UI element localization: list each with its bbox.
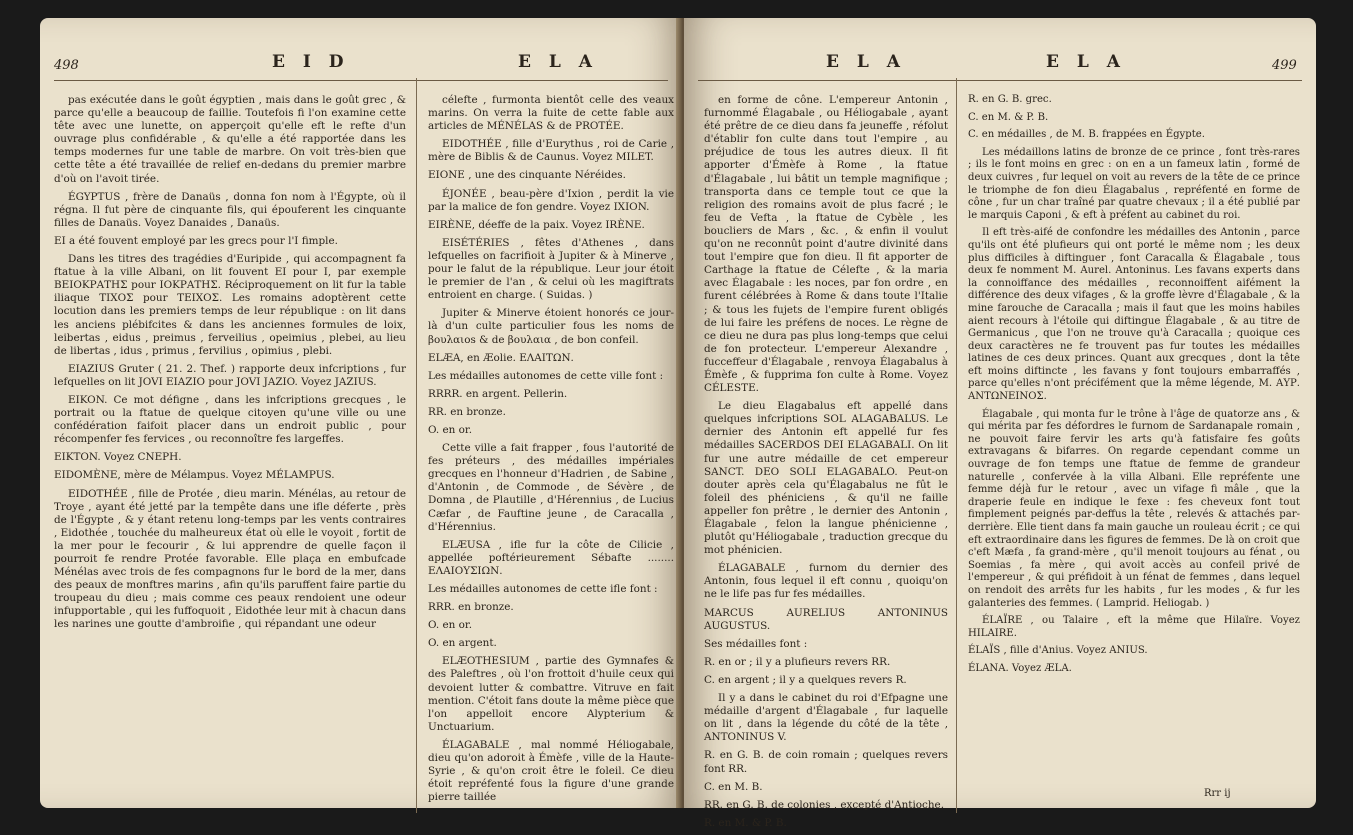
paragraph: O. en or. (428, 619, 473, 632)
left-page (40, 18, 682, 808)
paragraph: ÉLANA. Voyez ÆLA. (968, 662, 1072, 674)
paragraph: Les médaillons latins de bronze de ce prince , font très-rares ; ils le font moins en grec : on en a un fameux latin , formé de deux cuivres , fur lequel on voit au revers de la tête de ce prince le triomphe de fon dieu Élagabalus , repréfenté en forme de cône , fur un char traîné par quatre chevaux ; il a été publié par le marquis Caponi , & eft à préfent au cabinet du roi. (968, 146, 1300, 221)
running-head-right-2: E L A (1046, 52, 1126, 72)
signature-mark: Rrr ij (1204, 788, 1231, 799)
paragraph: R. en M. & P. B. (704, 816, 787, 829)
paragraph: EIRÈNE, déeffe de la paix. Voyez IRÈNE. (428, 218, 645, 231)
paragraph: C. en M. & P. B. (968, 111, 1049, 123)
paragraph: R. en G. B. de coin romain ; quelques revers font RR. (704, 749, 948, 775)
paragraph: RRR. en bronze. (428, 601, 514, 614)
paragraph: EISÉTÉRIES , fêtes d'Athenes , dans lefquelles on facrifioit à Jupiter & à Minerve , pour le falut de la république. Leur jour étoit le premier de l'an , & celui où les magiftrats entroient en charge. ( Suidas. ) (428, 236, 674, 302)
paragraph: ÉLAÏS , fille d'Anius. Voyez ANIUS. (968, 645, 1148, 657)
paragraph: EIDOTHÉE , fille d'Eurythus , roi de Carie , mère de Biblis & de Caunus. Voyez MILET. (428, 138, 674, 164)
paragraph: EIKON. Ce mot défigne , dans les infcriptions grecques , le portrait ou la ftatue de quelque citoyen qu'une ville ou une confédération faifoit placer dans un endroit public , pour récompenfer fes fervices , ou reconnoître fes largeffes. (54, 393, 406, 446)
paragraph: Dans les titres des tragédies d'Euripide , qui accompagnent fa ftatue à la ville Albani, on lit fouvent EI pour I, par exemple ΒΕΙΟΚΡΑΤΗΣ pour ΙΟΚΡΑΤΗΣ. Réciproquement on lit fur la table iliaque ΤΙΧΟΣ pour ΤΕΙΧΟΣ. Les romains adoptèrent cette locution dans les premiers temps de leur république : on lit dans les anciens plébifcites & dans les anciennes formules de loix, leibertas , eidus , preimus , ferveilius , opeimius , plebei, au lieu de libertas , idus , primus , fervilius , opimius , plebi. (54, 253, 406, 357)
running-head-left-2: E L A (518, 52, 598, 72)
running-head-right: E L A (826, 52, 906, 72)
paragraph: EIAZIUS Gruter ( 21. 2. Thef. ) rapporte deux infcriptions , fur lefquelles on lit JOVI EIAZIO pour JOVI JAZIO. Voyez JAZIUS. (54, 362, 406, 388)
paragraph: célefte , furmonta bientôt celle des veaux marins. On verra la fuite de cette fable aux articles de MÉNÉLAS & de PROTÉE. (428, 94, 674, 133)
paragraph: EIDOMÈNE, mère de Mélampus. Voyez MÉLAMPUS. (54, 469, 335, 482)
column-rule-left (416, 78, 417, 813)
paragraph: R. en or ; il y a plufieurs revers RR. (704, 655, 891, 668)
paragraph: Les médailles autonomes de cette ifle font : (428, 583, 658, 595)
page-number-left: 498 (54, 58, 79, 73)
paragraph: en forme de cône. L'empereur Antonin , furnommé Élagabale , ou Héliogabale , ayant été prêtre de ce dieu dans fa jeuneffe , réfolut d'établir fon culte dans tout l'empire , au préjudice de tous les autres dieux. Il fit apporter d'Émèfe à Rome , la ftatue d'Élagabale , lui bâtit un temple magnifique ; transporta dans ce temple tout ce que la religion des romains avoit de plus facré ; le feu de Vefta , la ftatue de Cybèle , les boucliers de Mars , &c. , & enfin il voulut qu'on ne reconnût point d'autre divinité dans tout l'empire que fon dieu. Il fit apporter de Carthage la ftatue de Célefte , & la maria avec Élagabale : les noces, par fon ordre , en furent célébrées à Rome & dans toute l'Italie ; & tous les fujets de l'empire furent obligés de lui faire les préfens de noces. Le règne de ce dieu ne dura pas plus long-temps que celui de fon protecteur. L'empereur Alexandre , fucceffeur d'Élagabale , renvoya Élagabalus à Émèfe , & fupprima fon culte à Rome. Voyez CÉLESTE. (704, 94, 948, 395)
paragraph: Jupiter & Minerve étoient honorés ce jour-là d'un culte particulier fous les noms de βουλαιοs & de βουλαια , de bon confeil. (428, 307, 674, 346)
paragraph: Il y a dans le cabinet du roi d'Efpagne une médaille d'argent d'Élagabale , fur laquelle on lit , dans la légende du côté de la tête , ANTONINUS V. (704, 692, 948, 744)
paragraph: Il eft très-aifé de confondre les médailles des Antonin , parce qu'ils ont été plufieurs qui ont porté le même nom ; les deux plus difficiles à diftinguer , font Caracalla & Élagabale , tous deux fe nomment M. Aurel. Antoninus. Les favans experts dans la connoiffance des médailles , reconnoiffent aifément la différence des deux vifages , & la groffe lèvre d'Élagabale , & la mine farouche de Caracalla ; mais il faut que les moins habiles aient recours à l'étoile qui diftingue Élagabale , & au titre de Germanicus , que l'on ne trouve qu'à Caracalla ; quoique ces deux caractères ne fe trouvent pas fur toutes les médailles latines de ces deux princes. Quant aux grecques , dont la tête eft moins diftincte , les favans y font toujours embarraffés , parce qu'elles n'ont précifément que la même légende, Μ. ΑΥΡ. ΑΝΤΩΝΕΙΝΟΣ. (968, 227, 1300, 403)
header-rule-left (54, 80, 668, 81)
left-column-1 (54, 94, 406, 637)
paragraph: RR. en G. B. de colonies , excepté d'Antioche. (704, 798, 945, 811)
paragraph: ELÆOTHESIUM , partie des Gymnafes & des Paleftres , où l'on frottoit d'huile ceux qui devoient lutter & combattre. Vitruve en fait mention. C'étoit fans doute la même pièce que l'on appelloit encore Alypterium & Unctuarium. (428, 655, 674, 733)
paragraph: ELÆA, en Æolie. ΕΛΑΙΤΩΝ. (428, 351, 574, 364)
paragraph: ÉLAGABALE , mal nommé Héliogabale, dieu qu'on adoroit à Émèfe , ville de la Haute-Syrie , & qu'on croit être le foleil. Ce dieu étoit repréfenté fous la figure d'une grande pierre taillée (428, 738, 674, 804)
paragraph: EIONE , une des cinquante Néréides. (428, 169, 626, 182)
left-column-2 (428, 94, 674, 809)
page-number-right: 499 (1272, 58, 1297, 73)
paragraph: C. en M. B. (704, 780, 763, 793)
paragraph: Les médailles autonomes de cette ville font : (428, 369, 664, 382)
paragraph: ÉJONÉE , beau-père d'Ixion , perdit la vie par la malice de fon gendre. Voyez IXION. (428, 187, 674, 213)
paragraph: O. en or. (428, 423, 473, 436)
paragraph: EIDOTHÉE , fille de Protée , dieu marin. Ménélas, au retour de Troye , ayant été jetté par la tempête dans une ifle déferte , près de l'Égypte , & y étant retenu long-temps par les vents contraires , Eidothée , touchée du malheureux état où elle le voyoit , fortit de la mer pour le fecourir , & lui apprendre de quelle façon il pourroit fe rendre Protée favorable. Elle plaça en embufcade Ménélas avec trois de fes compagnons fur le bord de la mer, dans des peaux de monftres marins , afin qu'ils paruffent faire partie du troupeau du dieu ; mais comme ces peaux rendoient une odeur infupportable , qui les fuffoquoit , Eidothée leur mit à chacun dans les narines une goutte d'ambroifie , qui répandant une odeur (54, 487, 406, 631)
header-rule-right (698, 80, 1302, 81)
paragraph: pas exécutée dans le goût égyptien , mais dans le goût grec , & parce qu'elle a beaucoup de faillie. Toutefois fi l'on examine cette tête avec une lunette, on apperçoit qu'elle eft le refte d'un ouvrage plus confidérable , & qu'elle a été rapportée dans les temps modernes fur une table de marbre. On voit très-bien que cette tête a été travaillée de relief en-dedans du premier marbre d'où on l'avoit tirée. (54, 94, 406, 185)
paragraph: Ses médailles font : (704, 637, 808, 650)
paragraph: EIKTON. Voyez CNEPH. (54, 451, 182, 464)
paragraph: C. en argent ; il y a quelques revers R. (704, 673, 907, 686)
paragraph: EI a été fouvent employé par les grecs pour l'I fimple. (54, 234, 338, 247)
paragraph: ÉGYPTUS , frère de Danaüs , donna fon nom à l'Égypte, où il régna. Il fut père de cinquante fils, qui épouferent les cinquante filles de Danaüs. Voyez Danaides , Danaüs. (54, 190, 406, 229)
right-column-2 (968, 94, 1300, 681)
column-rule-right (956, 78, 957, 813)
paragraph: R. en G. B. grec. (968, 94, 1052, 105)
paragraph: Élagabale , qui monta fur le trône à l'âge de quatorze ans , & qui mérita par fes défordres le furnom de Sardanapale romain , ne pouvoit faire fervir les arts qu'à fatisfaire fes goûts extravagans & bifarres. On regarde cependant comme un ouvrage de fon temps une ftatue de femme de grandeur naturelle , confervée à la villa Albani. Elle repréfente une femme déjà fur le retour , avec un vifage fi mâle , que la draperie feule en indique le fexe : fes cheveux font tout fimplement peignés par-deffus la tête , relevés & attachés par-derrière. Elle tient dans fa main gauche un rouleau écrit ; ce qui eft extraordinaire dans les figures de femmes. De là on croit que c'eft Mæfa , fa grand-mère , qu'il menoit toujours au fénat , ou Soemias , fa mère , qui avoit accès au confeil privé de l'empereur , & qui préfidoit à un fénat de femmes , dans lequel on rendoit des arrêts fur les habits , fur les modes , & fur les galanteries des femmes. ( Lamprid. Heliogab. ) (968, 408, 1300, 609)
paragraph: Cette ville a fait frapper , fous l'autorité de fes préteurs , des médailles impériales grecques en l'honneur d'Hadrien , de Sabine , d'Antonin , de Commode , de Sévère , de Domna , de Plautille , d'Hérennius , de Lucius Cæfar , de Fauftine jeune , de Caracalla , d'Hérennius. (428, 442, 674, 533)
paragraph: RRRR. en argent. Pellerin. (428, 387, 568, 400)
right-page (684, 18, 1316, 829)
paragraph: RR. en bronze. (428, 405, 506, 418)
paragraph: O. en argent. (428, 637, 497, 650)
right-column-1 (704, 94, 948, 835)
paragraph: Le dieu Elagabalus eft appellé dans quelques infcriptions SOL ALAGABALUS. Le dernier des Antonin eft appellé fur fes médailles SACERDOS DEI ELAGABALI. On lit fur une autre médaille de cet empereur SANCT. DEO SOLI ELAGABALO. Peut-on douter après cela qu'Élagabalus ne fût le foleil des phéniciens , & qu'il ne faille appeller fon prêtre , le dernier des Antonin , Élagabale , felon la langue phénicienne , plutôt qu'Héliogabale , traduction grecque du mot phénicien. (704, 400, 948, 557)
paragraph: ÉLAGABALE , furnom du dernier des Antonin, fous lequel il eft connu , quoiqu'on ne le life pas fur fes médailles. (704, 562, 948, 601)
paragraph: MARCUS AURELIUS ANTONINUS AUGUSTUS. (704, 606, 948, 632)
paragraph: C. en médailles , de M. B. frappées en Égypte. (968, 129, 1205, 141)
paragraph: ÉLAÏRE , ou Talaire , eft la même que Hilaïre. Voyez HILAIRE. (968, 615, 1300, 639)
running-head-left: E I D (272, 52, 350, 72)
paragraph: ELÆUSA , ifle fur la côte de Cilicie , appellée poftérieurement Sébafte ........ ΕΛΑΙΟΥΣΙΩΝ. (428, 538, 674, 577)
